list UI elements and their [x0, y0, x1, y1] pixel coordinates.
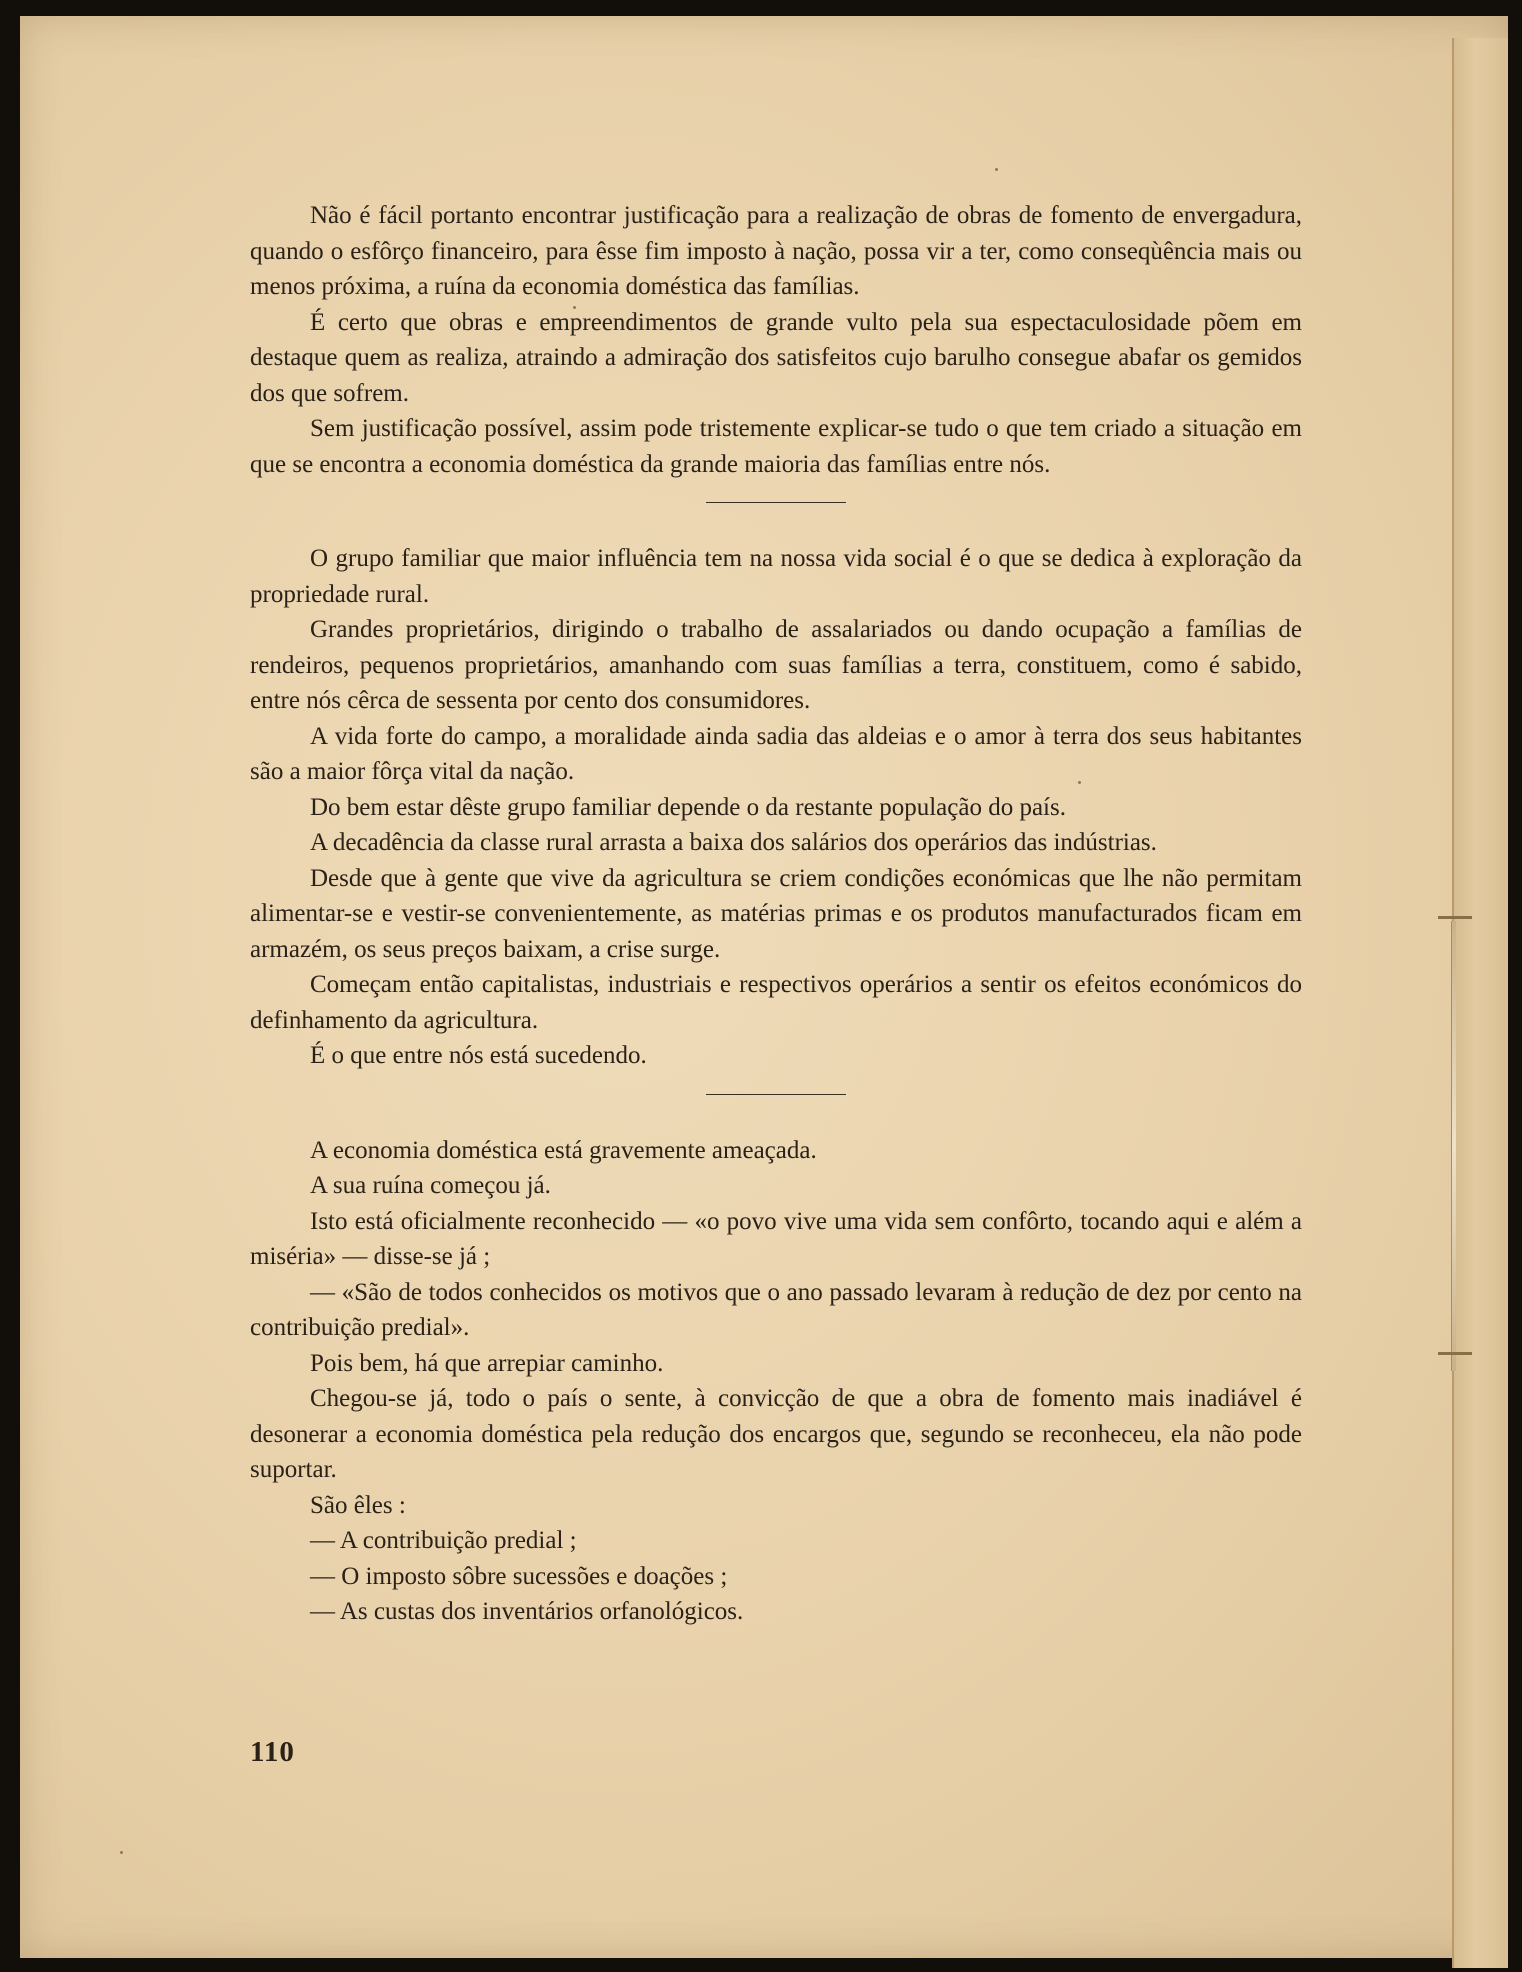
paragraph: Não é fácil portanto encontrar justificação para a realização de obras de fomento de envergadura, quando o esfôrço financeiro, para êsse fim imposto à nação, possa vir a ter, como conseqùência mais ou menos próxima, a ruína da economia doméstica das famílias.	[250, 202, 1302, 300]
list-item: — O imposto sôbre sucessões e doações ;	[310, 1562, 728, 1590]
paragraph: A sua ruína começou já.	[310, 1172, 551, 1199]
paragraph: A decadência da classe rural arrasta a baixa dos salários dos operários das indústrias.	[310, 829, 1157, 856]
paragraph: É o que entre nós está sucedendo.	[310, 1042, 647, 1069]
paragraph: — «São de todos conhecidos os motivos que o ano passado levaram à redução de dez por cento na contribuição predial».	[250, 1278, 1302, 1341]
paragraph: Pois bem, há que arrepiar caminho.	[310, 1349, 664, 1377]
paragraph: São êles :	[310, 1491, 406, 1519]
paragraph: Chegou-se já, todo o país o sente, à convicção de que a obra de fomento mais inadiável é desonerar a economia doméstica pela redução dos encargos que, segundo se reconheceu, ela não pode suportar.	[250, 1385, 1302, 1483]
paragraph: Sem justificação possível, assim pode tristemente explicar-se tudo o que tem criado a situação em que se encontra a economia doméstica da grande maioria das famílias entre nós.	[250, 415, 1302, 478]
book-page	[20, 16, 1508, 1958]
paragraph: O grupo familiar que maior influência tem na nossa vida social é o que se dedica à exploração da propriedade rural.	[250, 545, 1302, 608]
paragraph: Grandes proprietários, dirigindo o trabalho de assalariados ou dando ocupação a famílias de rendeiros, pequenos proprietários, amanhando com suas famílias a terra, constituem, como é sabido, entre nós cêrca de sessenta por cento dos consumidores.	[250, 616, 1302, 714]
binding-thread	[1451, 921, 1456, 1371]
list-item: — As custas dos inventários orfanológicos.	[310, 1598, 744, 1625]
section-separator	[706, 1094, 846, 1095]
adjacent-page-edge	[1452, 38, 1508, 1968]
paragraph: Desde que à gente que vive da agricultura se criem condições económicas que lhe não permitam alimentar-se e vestir-se convenientemente, as matérias primas e os produtos manufacturados ficam em armazém, os seus preços baixam, a crise surge.	[250, 864, 1302, 963]
page-number: 110	[250, 1736, 295, 1768]
binding-stitch-top	[1438, 916, 1472, 919]
paper-speck	[120, 1851, 123, 1854]
section-separator	[706, 502, 846, 503]
list-item: — A contribuição predial ;	[310, 1527, 577, 1554]
binding-stitch-bottom	[1438, 1352, 1472, 1355]
body-text	[250, 198, 1302, 1630]
paragraph: Isto está oficialmente reconhecido — «o povo vive uma vida sem confôrto, tocando aqui e além a miséria» — disse-se já ;	[250, 1207, 1302, 1270]
paragraph: A vida forte do campo, a moralidade ainda sadia das aldeias e o amor à terra dos seus habitantes são a maior fôrça vital da nação.	[250, 722, 1302, 785]
paragraph: A economia doméstica está gravemente ameaçada.	[310, 1136, 817, 1164]
paragraph: É certo que obras e empreendimentos de grande vulto pela sua espectaculosidade põem em destaque quem as realiza, atraindo a admiração dos satisfeitos cujo barulho consegue abafar os gemidos dos que sofrem.	[250, 308, 1302, 407]
paragraph: Começam então capitalistas, industriais e respectivos operários a sentir os efeitos económicos do definhamento da agricultura.	[250, 971, 1302, 1034]
paper-speck	[995, 168, 998, 171]
paragraph: Do bem estar dêste grupo familiar depende o da restante população do país.	[310, 793, 1066, 821]
